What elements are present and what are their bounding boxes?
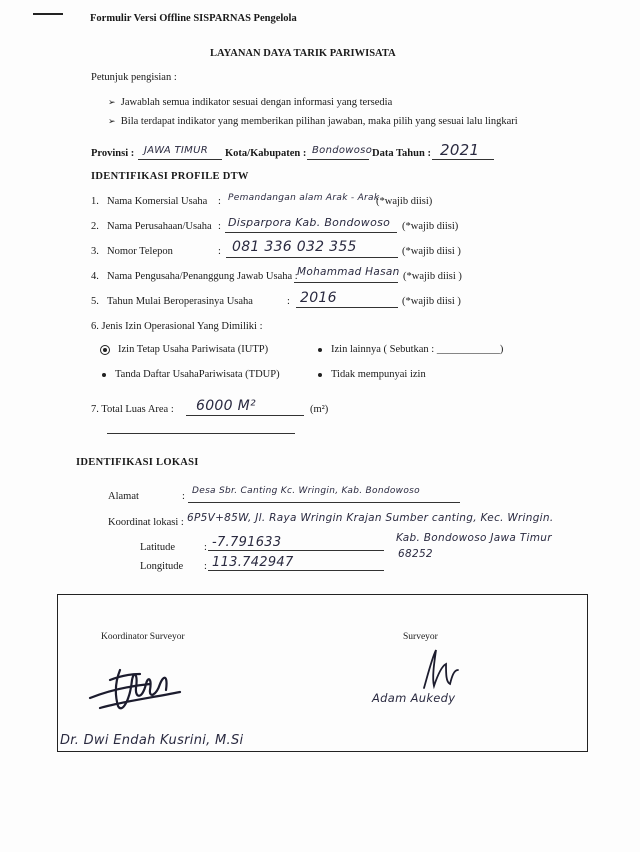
telepon-underline (226, 257, 398, 258)
field-colon: : (218, 246, 221, 257)
izin-option-iutp[interactable]: Izin Tetap Usaha Pariwisata (IUTP) (100, 344, 268, 355)
field-colon: : (204, 542, 207, 553)
alamat-value[interactable]: Desa Sbr. Canting Kc. Wringin, Kab. Bondowoso (192, 486, 420, 496)
field-label: Tahun Mulai Beroperasinya Usaha (107, 296, 253, 307)
latitude-underline (208, 550, 384, 551)
instructions-heading: Petunjuk pengisian : (91, 72, 177, 83)
bullet-icon (318, 373, 322, 377)
latitude-label: Latitude (140, 542, 175, 553)
profile-heading: IDENTIFIKASI PROFILE DTW (91, 171, 249, 182)
koordinat-value-line2[interactable]: Kab. Bondowoso Jawa Timur (396, 532, 552, 544)
required-note: (*wajib diisi ) (402, 296, 461, 307)
tahun-value[interactable]: 2021 (440, 141, 480, 159)
tahun-mulai-value[interactable]: 2016 (300, 290, 337, 306)
longitude-underline (208, 570, 384, 571)
field-number: 3. (91, 246, 99, 257)
field-label: Nomor Telepon (107, 246, 173, 257)
document-title: LAYANAN DAYA TARIK PARIWISATA (210, 48, 396, 59)
surveyor-signature (410, 644, 470, 692)
longitude-value[interactable]: 113.742947 (212, 555, 294, 570)
coordinator-label: Koordinator Surveyor (101, 632, 185, 642)
field-number: 2. (91, 221, 99, 232)
field-colon: : (182, 491, 185, 502)
bullet-icon (318, 348, 322, 352)
koordinat-label: Koordinat lokasi : (108, 517, 184, 528)
tahun-label: Data Tahun : (372, 148, 431, 159)
izin-label: 6. Jenis Izin Operasional Yang Dimiliki : (91, 321, 263, 332)
kota-label: Kota/Kabupaten : (225, 148, 307, 159)
instruction-item: ➢ Jawablah semua indikator sesuai dengan informasi yang tersedia (108, 97, 393, 108)
area-label: 7. Total Luas Area : (91, 404, 174, 415)
area-unit: (m²) (310, 404, 329, 415)
field-label: Nama Komersial Usaha (107, 196, 208, 207)
perusahaan-value[interactable]: Disparpora Kab. Bondowoso (228, 216, 391, 229)
koordinat-value-line3[interactable]: 68252 (398, 548, 433, 560)
tahun-mulai-underline (296, 307, 398, 308)
field-label: Nama Pengusaha/Penanggung Jawab Usaha : (107, 271, 298, 282)
latitude-value[interactable]: -7.791633 (212, 535, 282, 550)
telepon-value[interactable]: 081 336 032 355 (232, 239, 357, 255)
coordinator-signature (80, 640, 190, 720)
field-colon: : (204, 561, 207, 572)
tahun-underline (432, 159, 494, 160)
coordinator-name: Dr. Dwi Endah Kusrini, M.Si (60, 733, 244, 748)
izin-option-tdup[interactable]: Tanda Daftar UsahaPariwisata (TDUP) (102, 369, 280, 380)
izin-option-tidak[interactable]: Tidak mempunyai izin (318, 369, 426, 380)
provinsi-label: Provinsi : (91, 148, 135, 159)
field-colon: : (287, 296, 290, 307)
field-colon: : (218, 221, 221, 232)
surveyor-label: Surveyor (403, 632, 438, 642)
komersial-value[interactable]: Pemandangan alam Arak - Arak (228, 193, 380, 203)
penanggung-jawab-underline (294, 282, 398, 283)
provinsi-value[interactable]: JAWA TIMUR (144, 145, 208, 156)
selected-radio-icon[interactable] (100, 345, 110, 355)
surveyor-name: Adam Aukedy (372, 691, 456, 705)
longitude-label: Longitude (140, 561, 184, 572)
provinsi-underline (138, 159, 222, 160)
field-label: Nama Perusahaan/Usaha (107, 221, 212, 232)
field-number: 4. (91, 271, 99, 282)
area-value[interactable]: 6000 M² (196, 398, 256, 414)
kota-value[interactable]: Bondowoso (312, 145, 373, 156)
koordinat-value[interactable]: 6P5V+85W, Jl. Raya Wringin Krajan Sumber canting, Kec. Wringin. (187, 512, 554, 524)
alamat-label: Alamat (108, 491, 139, 502)
field-number: 5. (91, 296, 99, 307)
alamat-underline (188, 502, 460, 503)
lokasi-heading: IDENTIFIKASI LOKASI (76, 457, 199, 468)
izin-option-lainnya[interactable]: Izin lainnya ( Sebutkan : ____________) (318, 344, 503, 355)
field-colon: : (218, 196, 221, 207)
arrow-bullet-icon: ➢ (108, 97, 116, 107)
bullet-icon (102, 373, 106, 377)
required-note: (*wajib diisi ) (403, 271, 462, 282)
required-note: (*wajib diisi) (402, 221, 459, 232)
penanggung-jawab-value[interactable]: Mohammad Hasan (297, 266, 400, 278)
area-underline (186, 415, 304, 416)
field-number: 1. (91, 196, 99, 207)
area-extra-line (107, 433, 295, 434)
required-note: (*wajib diisi ) (402, 246, 461, 257)
margin-dash (33, 13, 63, 15)
instruction-item: ➢ Bila terdapat indikator yang memberikan pilihan jawaban, maka pilih yang sesuai lalu lingkari (108, 116, 518, 127)
form-title: Formulir Versi Offline SISPARNAS Pengelola (90, 13, 297, 24)
required-note: (*wajib diisi) (376, 196, 433, 207)
arrow-bullet-icon: ➢ (108, 116, 116, 126)
perusahaan-underline (225, 232, 397, 233)
kota-underline (307, 159, 369, 160)
